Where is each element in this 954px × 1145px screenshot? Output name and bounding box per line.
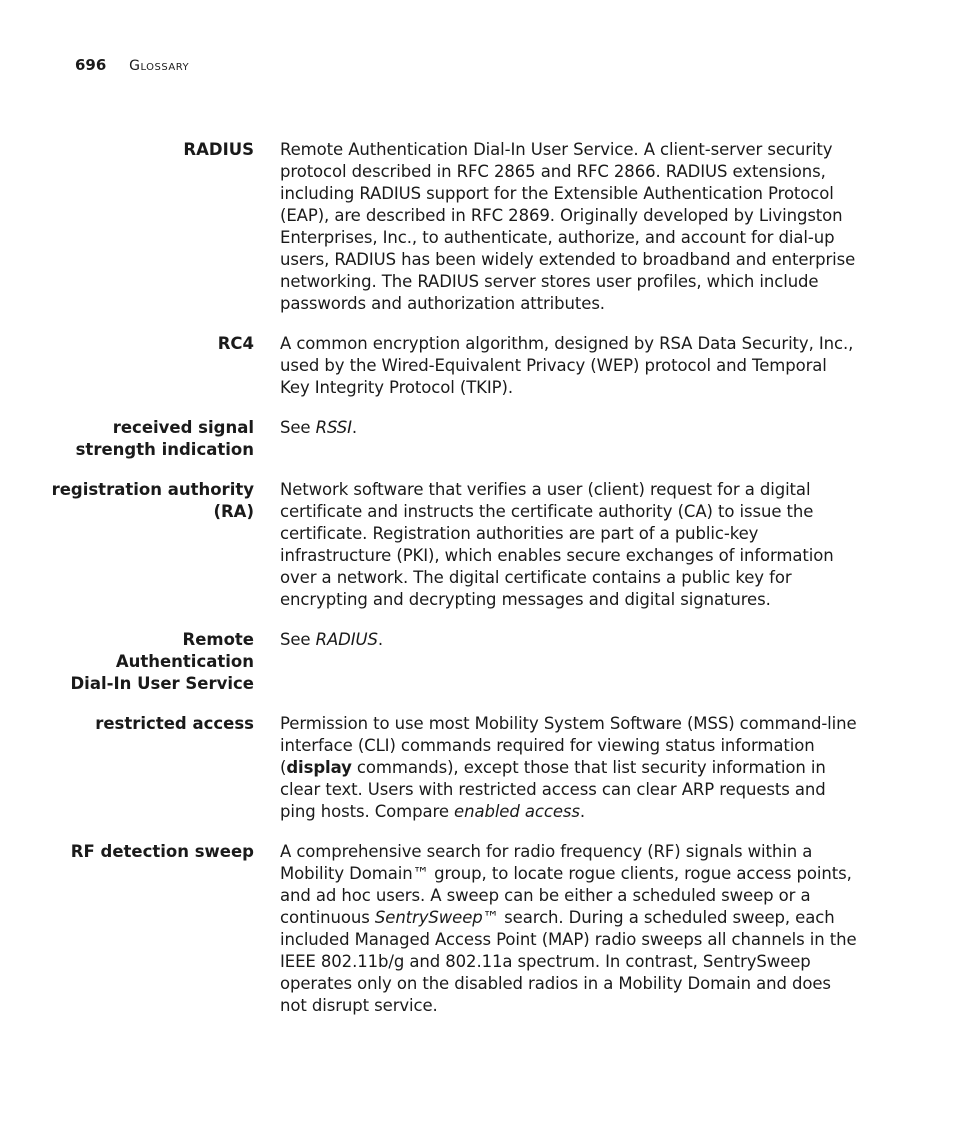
cross-reference: RADIUS <box>315 630 378 649</box>
glossary-term <box>40 139 254 161</box>
definition-text: . <box>377 630 384 649</box>
glossary-entry-restricted-access <box>0 713 954 823</box>
product-name: SentrySweep <box>374 908 483 927</box>
page-number: 696 <box>75 56 107 74</box>
running-title: Glossary <box>129 58 190 74</box>
definition-text: ™ search. During a scheduled sweep, each included Managed Access Point (MAP) radio sweeps all channels in the IEEE 802.11b/g and 802.11a spectrum. In contrast, SentrySweep operates only on the disabled radios in a Mobility Domain and does not disrupt service. <box>280 908 857 1015</box>
definition-text: commands), except those that list security information in clear text. Users with restricted access can clear ARP requests and ping hosts. Compare <box>280 758 826 821</box>
term-line: Remote <box>182 630 254 649</box>
command-name: display <box>286 758 352 777</box>
glossary-term <box>40 479 254 523</box>
glossary-term <box>40 417 254 461</box>
definition-text: . <box>351 418 358 437</box>
glossary-entry-remote-authentication-dial-in-user-service <box>0 629 954 695</box>
glossary-entry-radius <box>0 139 954 315</box>
definition-text: Permission to use most Mobility System Software (MSS) command-line interface (CLI) commands required for viewing status information ( <box>280 714 857 777</box>
term-line: Dial-In User Service <box>70 674 254 693</box>
term-line: registration authority <box>51 480 254 499</box>
glossary-definition <box>280 479 858 611</box>
definition-text: See <box>280 630 316 649</box>
glossary-term <box>40 713 254 735</box>
glossary-definition <box>280 417 858 439</box>
glossary-entry-rf-detection-sweep <box>0 841 954 1017</box>
glossary-entry-received-signal-strength-indication <box>0 417 954 461</box>
term-line: RF detection sweep <box>70 842 254 861</box>
glossary-term <box>40 841 254 863</box>
definition-text: Network software that verifies a user (client) request for a digital certificate and instructs the certificate authority (CA) to issue the certificate. Registration authorities are part of a public-key infrastructure (PKI), which enables secure exchanges of information over a network. The digital certificate contains a public key for encrypting and decrypting messages and digital signatures. <box>280 480 834 609</box>
term-line: (RA) <box>213 502 254 521</box>
term-line: received signal <box>112 418 254 437</box>
glossary-term <box>40 629 254 695</box>
glossary-entry-registration-authority <box>0 479 954 611</box>
term-line: restricted access <box>95 714 254 733</box>
glossary-entries <box>0 139 954 1017</box>
glossary-definition <box>280 139 858 315</box>
cross-reference: enabled access <box>454 802 580 821</box>
term-line: strength indication <box>75 440 254 459</box>
definition-text: A comprehensive search for radio frequency (RF) signals within a Mobility Domain™ group, to locate rogue clients, rogue access points, and ad hoc users. A sweep can be either a scheduled sweep or a continuous <box>280 842 852 927</box>
cross-reference: RSSI <box>315 418 352 437</box>
page-header <box>75 56 189 75</box>
glossary-definition <box>280 841 858 1017</box>
definition-text: A common encryption algorithm, designed by RSA Data Security, Inc., used by the Wired-Equivalent Privacy (WEP) protocol and Temporal Key Integrity Protocol (TKIP). <box>280 334 854 397</box>
glossary-term <box>40 333 254 355</box>
glossary-definition <box>280 629 858 651</box>
glossary-definition <box>280 713 858 823</box>
glossary-entry-rc4 <box>0 333 954 399</box>
definition-text: Remote Authentication Dial-In User Service. A client-server security protocol described in RFC 2865 and RFC 2866. RADIUS extensions, including RADIUS support for the Extensible Authentication Protocol (EAP), are described in RFC 2869. Originally developed by Livingston Enterprises, Inc., to authenticate, authorize, and account for dial-up users, RADIUS has been widely extended to broadband and enterprise networking. The RADIUS server stores user profiles, which include passwords and authorization attributes. <box>280 140 856 313</box>
definition-text: . <box>579 802 586 821</box>
term-line: RADIUS <box>183 140 254 159</box>
definition-text: See <box>280 418 316 437</box>
glossary-definition <box>280 333 858 399</box>
term-line: RC4 <box>217 334 254 353</box>
term-line: Authentication <box>115 652 254 671</box>
